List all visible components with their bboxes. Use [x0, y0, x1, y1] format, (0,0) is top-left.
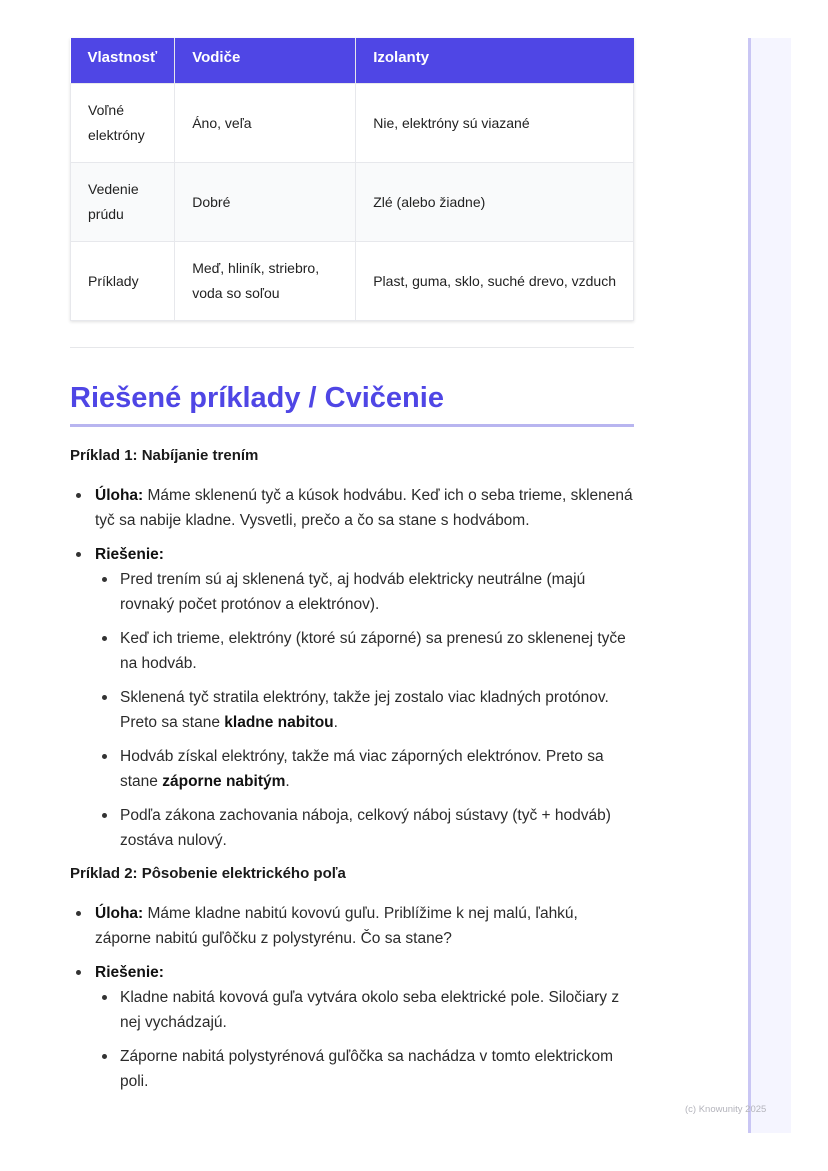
- example-title: Príklad 1: Nabíjanie trením: [70, 447, 259, 464]
- solution-step: [120, 685, 634, 735]
- table-cell: Zlé (alebo žiadne): [356, 163, 634, 242]
- example-list: [70, 901, 634, 1094]
- comparison-table: [70, 38, 634, 321]
- step-text: Sklenená tyč stratila elektróny, takže jej zostalo viac kladných protónov. Preto sa stane: [120, 689, 609, 731]
- step-text: Podľa zákona zachovania náboja, celkový náboj sústavy (tyč + hodváb) zostáva nulový.: [120, 807, 611, 849]
- section-divider: [70, 347, 634, 348]
- document-page: [70, 38, 634, 1103]
- table-row: [71, 163, 634, 242]
- step-text: Záporne nabitá polystyrénová guľôčka sa nachádza v tomto elektrickom poli.: [120, 1048, 614, 1090]
- header-conductors: Vodiče: [175, 38, 356, 84]
- table-cell: Meď, hliník, striebro, voda so soľou: [175, 242, 356, 321]
- solution-step: [120, 985, 634, 1035]
- header-insulators: Izolanty: [356, 38, 634, 84]
- solution-label: Riešenie:: [95, 964, 164, 981]
- table-row: [71, 84, 634, 163]
- step-emphasis: kladne nabitou: [224, 714, 334, 731]
- side-margin-bar: [748, 38, 791, 1133]
- step-text: Hodváb získal elektróny, takže má viac záporných elektrónov. Preto sa stane: [120, 748, 604, 790]
- solution-steps: [95, 567, 634, 853]
- task-text: Máme sklenenú tyč a kúsok hodvábu. Keď ich o seba trieme, sklenená tyč sa nabije kladne. Vysvetli, prečo a čo sa stane s hodvábom.: [95, 487, 633, 529]
- solution-step: [120, 803, 634, 853]
- step-text: Pred trením sú aj sklenená tyč, aj hodváb elektricky neutrálne (majú rovnaký počet protónov a elektrónov).: [120, 571, 586, 613]
- table-cell: Príklady: [71, 242, 175, 321]
- task-item: [95, 901, 634, 951]
- table-cell: Voľné elektróny: [71, 84, 175, 163]
- table-cell: Áno, veľa: [175, 84, 356, 163]
- table-row: [71, 242, 634, 321]
- table-header-row: [71, 38, 634, 84]
- table-cell: Vedenie prúdu: [71, 163, 175, 242]
- step-emphasis: záporne nabitým: [162, 773, 286, 790]
- header-property: Vlastnosť: [71, 38, 175, 84]
- task-text: Máme kladne nabitú kovovú guľu. Priblížime k nej malú, ľahkú, záporne nabitú guľôčku z polystyrénu. Čo sa stane?: [95, 905, 578, 947]
- solution-label: Riešenie:: [95, 546, 164, 563]
- task-item: [95, 483, 634, 533]
- solution-steps: [95, 985, 634, 1094]
- copyright-footer: (c) Knowunity 2025: [685, 1104, 767, 1115]
- solution-step: [120, 1044, 634, 1094]
- example-title: Príklad 2: Pôsobenie elektrického poľa: [70, 865, 346, 882]
- solution-item: [95, 542, 634, 853]
- solution-step: [120, 567, 634, 617]
- table-cell: Plast, guma, sklo, suché drevo, vzduch: [356, 242, 634, 321]
- solution-step: [120, 744, 634, 794]
- step-text: Kladne nabitá kovová guľa vytvára okolo seba elektrické pole. Siločiary z nej vychádzajú.: [120, 989, 620, 1031]
- table-cell: Dobré: [175, 163, 356, 242]
- solution-step: [120, 626, 634, 676]
- step-text: .: [333, 714, 338, 731]
- table-cell: Nie, elektróny sú viazané: [356, 84, 634, 163]
- task-label: Úloha:: [95, 905, 144, 922]
- task-label: Úloha:: [95, 487, 144, 504]
- section-title: Riešené príklady / Cvičenie: [70, 380, 634, 427]
- step-text: .: [285, 773, 290, 790]
- example-list: [70, 483, 634, 853]
- solution-item: [95, 960, 634, 1094]
- step-text: Keď ich trieme, elektróny (ktoré sú záporné) sa prenesú zo sklenenej tyče na hodváb.: [120, 630, 626, 672]
